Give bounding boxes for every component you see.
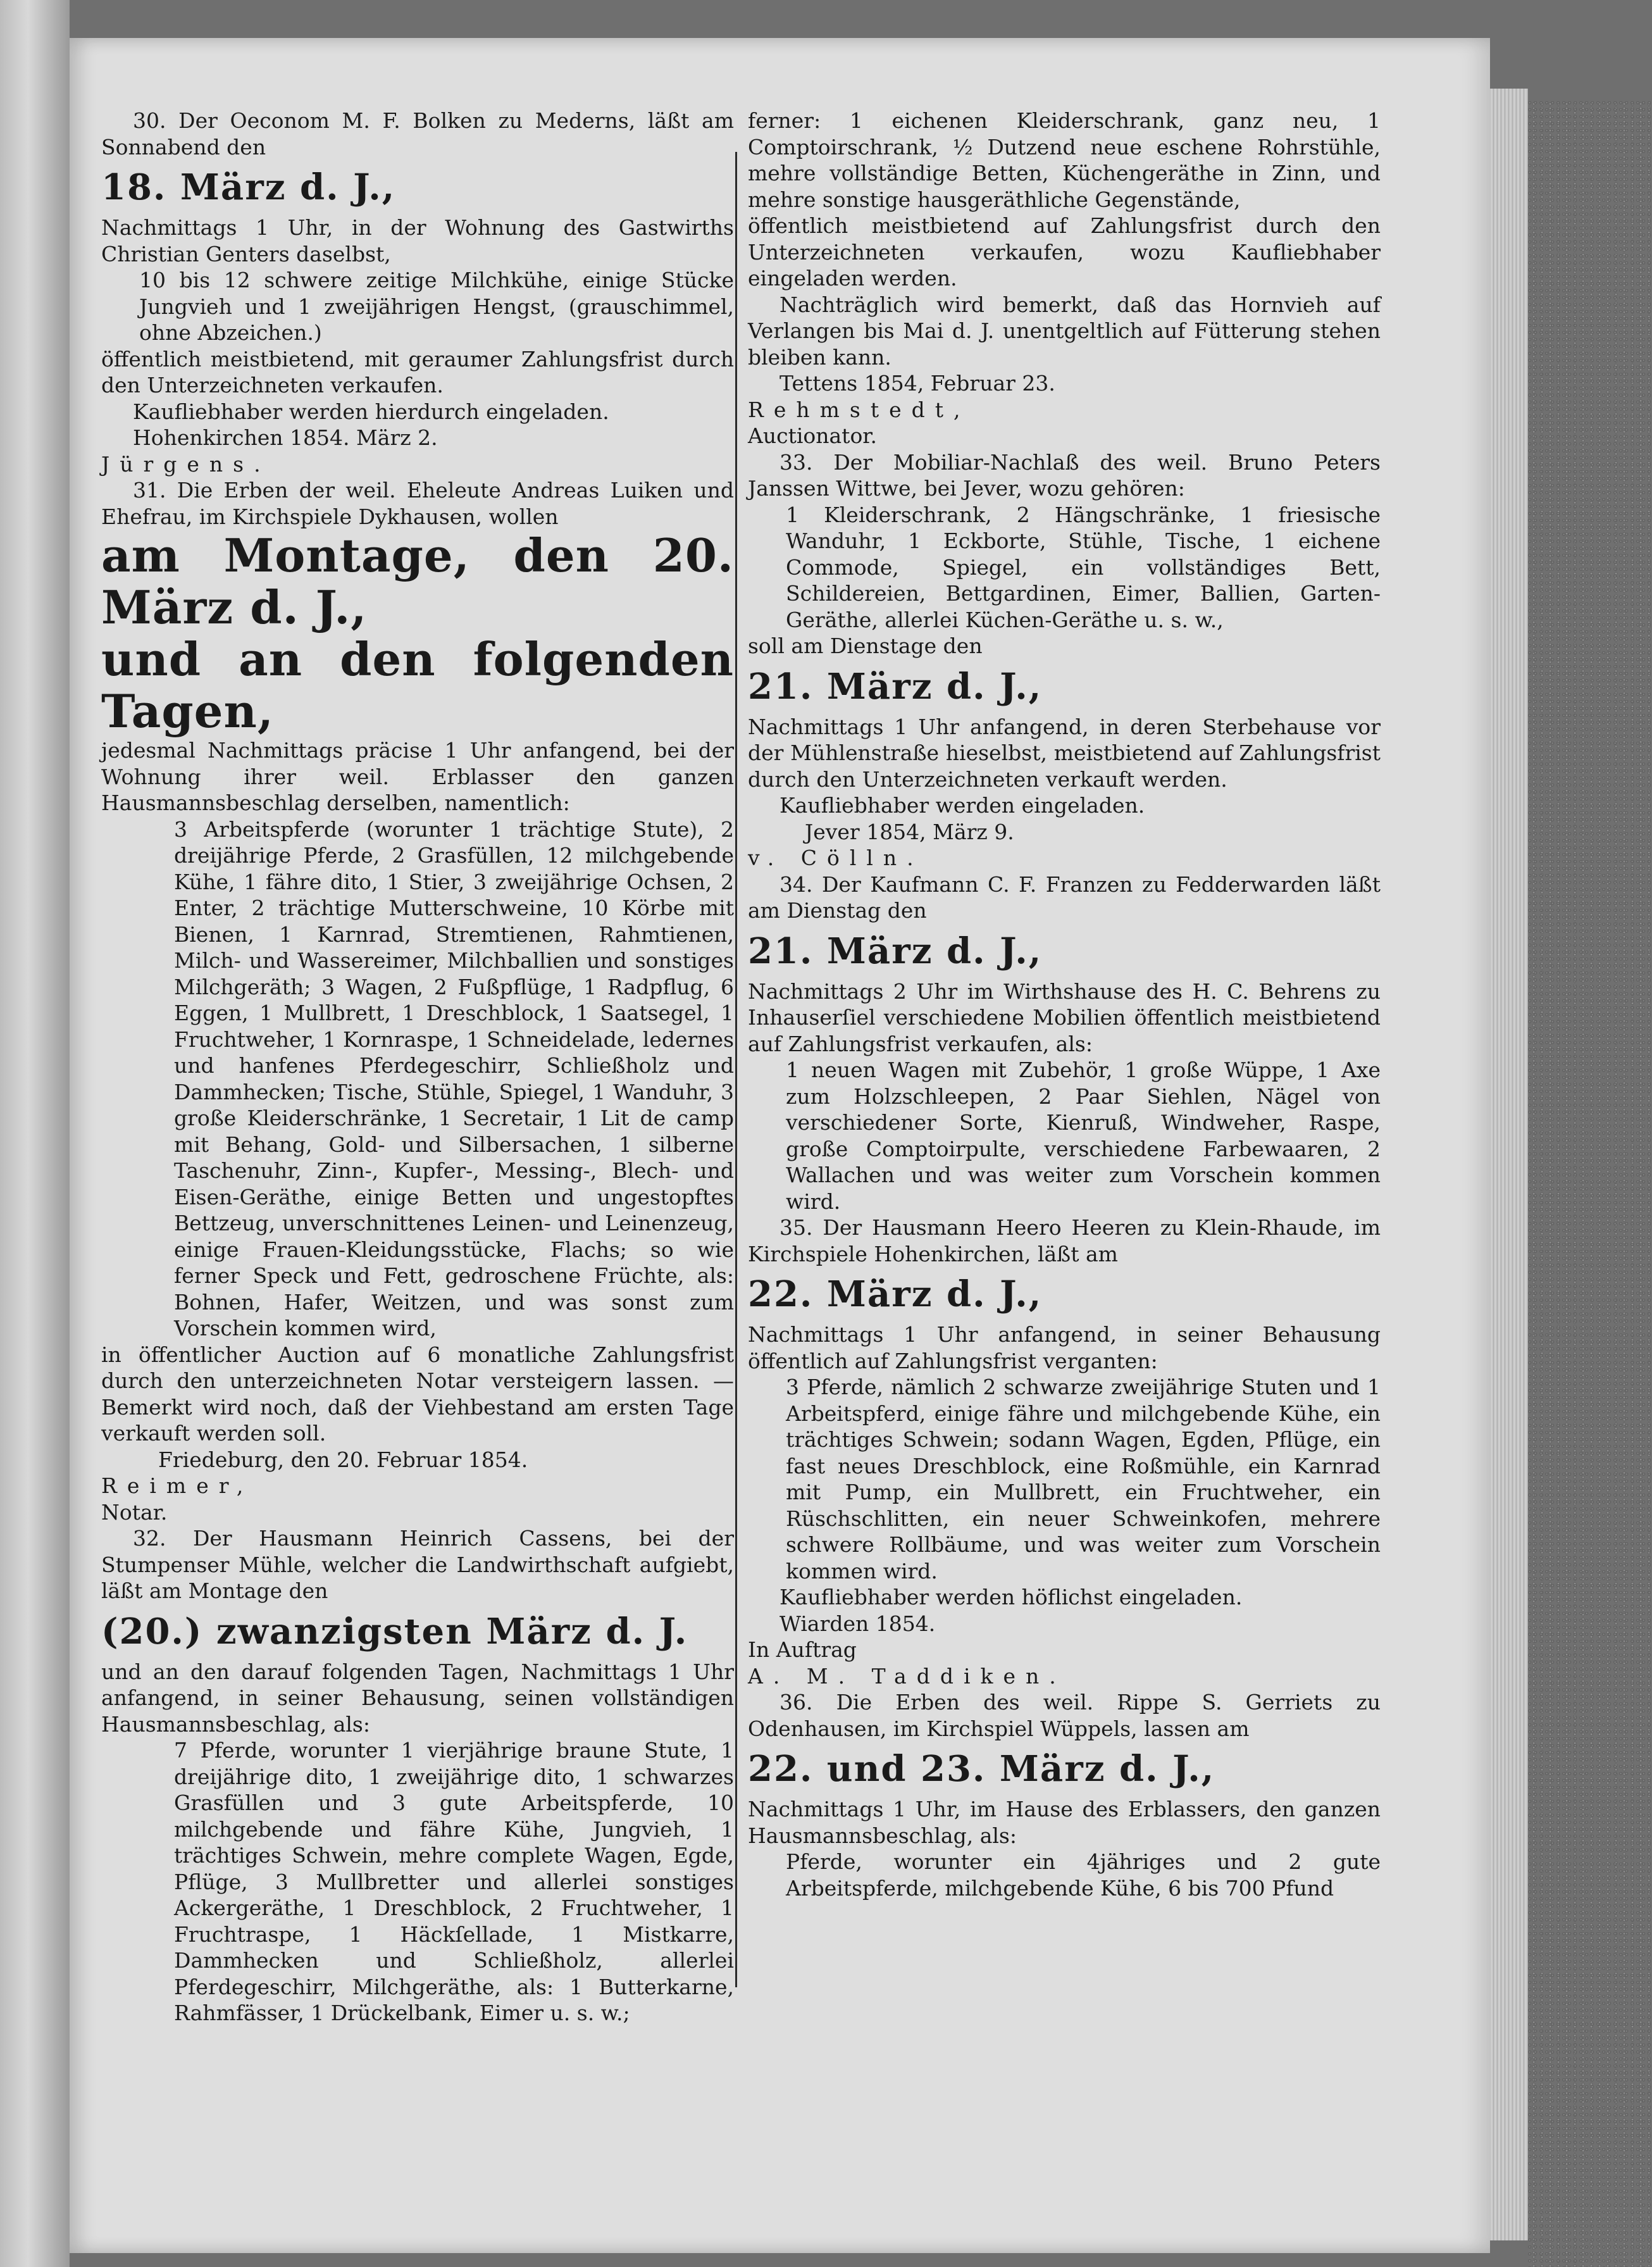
notice-33-invite: Kaufliebhaber werden eingeladen. [779,793,1145,818]
facing-page-edge [0,0,70,2267]
notice-31-signature: Reimer, [101,1473,254,1498]
notice-36-items: Pferde, worunter ein 4jähriges und 2 gute Arbeitspferde, milchgebende Kühe, 6 bis 700 Pfund [786,1849,1381,1901]
notice-35-place: Wiarden 1854. [779,1611,936,1636]
notice-33-time: Nachmittags 1 Uhr anfangend, in deren Sterbehause vor der Mühlenstraße hieselbst, meistbietend auf Zahlungsfrist durch den Unterzeichneten verkauft werden. [748,714,1381,792]
notice-32-place: Tettens 1854, Februar 23. [779,371,1055,396]
notice-30-date: 18. März d. J., [101,166,396,208]
notice-30-invite: Kaufliebhaber werden hierdurch eingeladen. [133,399,609,424]
notice-35-commission: In Auftrag [748,1637,857,1662]
notice-31-date-line2: und an den folgenden Tagen, [101,632,734,738]
notice-35-date: 22. März d. J., [748,1273,1043,1315]
notice-31-terms: in öffentlicher Auction auf 6 monatliche Zahlungsfrist durch den unterzeichneten Notar versteigern lassen. — Bemerkt wird noch, daß der Viehbestand am ersten Tage verkauft werden soll. [101,1342,734,1446]
notice-31-intro: 31. Die Erben der weil. Eheleute Andreas Luiken und Ehefrau, im Kirchspiele Dykhausen, wollen [101,478,734,529]
notice-32-intro: 32. Der Hausmann Heinrich Cassens, bei der Stumpenser Mühle, welcher die Landwirthschaft aufgiebt, läßt am Montage den [101,1526,734,1603]
notice-30-place: Hohenkirchen 1854. März 2. [133,425,438,450]
notice-32-signature: Rehmstedt, [748,397,971,422]
notice-34-items: 1 neuen Wagen mit Zubehör, 1 große Wüppe, 1 Axe zum Holzschleepen, 2 Paar Siehlen, Nägel von verschiedener Sorte, Kienruß, Windweher, Raspe, große Comptoirpulte, verschiedene Farbewaaren, 2 Wallachen und was weiter zum Vorschein kommen wird. [786,1058,1381,1214]
notice-35-items: 3 Pferde, nämlich 2 schwarze zweijährige Stuten und 1 Arbeitspferd, einige fähre und milchgebende Kühe, ein trächtiges Schwein; sodann Wagen, Egden, Pflüge, ein fast neues Dreschblock, eine Roßmühle, ein Karnrad mit Pump, ein Mullbrett, ein Fruchtweher, ein Rüschschlitten, ein neuer Schweinkofen, mehrere schwere Rollbäume, und was weiter zum Vorschein kommen wird. [786,1375,1381,1583]
notice-31-place: Friedeburg, den 20. Februar 1854. [158,1447,528,1472]
notice-33-when: soll am Dienstage den [748,634,983,658]
right-column [748,108,1381,1901]
notice-35-invite: Kaufliebhaber werden höflichst eingeladen. [779,1585,1243,1609]
page-stack-edge [1490,89,1528,2240]
notice-36-time: Nachmittags 1 Uhr, im Hause des Erblassers, den ganzen Hausmannsbeschlag, als: [748,1797,1381,1848]
notice-35-time: Nachmittags 1 Uhr anfangend, in seiner Behausung öffentlich auf Zahlungsfrist verganten: [748,1322,1381,1373]
notice-33-items: 1 Kleiderschrank, 2 Hängschränke, 1 friesische Wanduhr, 1 Eckborte, Stühle, Tische, 1 eichene Commode, Spiegel, ein vollständiges Bett, Schildereien, Bettgardinen, Eimer, Ballien, Garten-Geräthe, allerlei Küchen-Geräthe u. s. w., [786,502,1381,632]
notice-31-time: jedesmal Nachmittags präcise 1 Uhr anfangend, bei der Wohnung ihrer weil. Erblasser den ganzen Hausmannsbeschlag derselben, namentlich: [101,738,734,815]
column-divider [735,152,737,1987]
notice-32-note: Nachträglich wird bemerkt, daß das Hornvieh auf Verlangen bis Mai d. J. unentgeltlich auf Fütterung stehen bleiben kann. [748,292,1381,370]
notice-30-terms: öffentlich meistbietend, mit geraumer Zahlungsfrist durch den Unterzeichneten verkaufen. [101,346,734,397]
notice-34-intro: 34. Der Kaufmann C. F. Franzen zu Fedderwarden läßt am Dienstag den [748,871,1381,923]
notice-30-time: Nachmittags 1 Uhr, in der Wohnung des Gastwirths Christian Genters daselbst, [101,215,734,266]
notice-33-date: 21. März d. J., [748,665,1043,708]
notice-30-signature: Jürgens. [101,451,271,477]
notice-30-items: 10 bis 12 schwere zeitige Milchkühe, einige Stücke Jungvieh und 1 zweijährigen Hengst, (grauschimmel, ohne Abzeichen.) [139,268,734,345]
notice-32-continued: ferner: 1 eichenen Kleiderschrank, ganz neu, 1 Comptoirschrank, ½ Dutzend neue eschene Rohrstühle, mehre vollständige Betten, Küchengeräthe in Zinn, und mehre sonstige hausgeräthliche Gegenstände, [748,108,1381,212]
notice-36-intro: 36. Die Erben des weil. Rippe S. Gerriets zu Odenhausen, im Kirchspiel Wüppels, lassen am [748,1690,1381,1741]
notice-31-items: 3 Arbeitspferde (worunter 1 trächtige Stute), 2 dreijährige Pferde, 2 Grasfüllen, 12 milchgebende Kühe, 1 fähre dito, 1 Stier, 3 zweijährige Ochsen, 2 Enter, 2 trächtige Mutterschweine, 10 Körbe mit Bienen, 1 Karnrad, Stremtienen, Rahmtienen, Milch- und Wassereimer, Milchballien und sonstiges Milchgeräth; 3 Wagen, 2 Fußpflüge, 1 Radpflug, 6 Eggen, 1 Mullbrett, 1 Dreschblock, 1 Saatsegel, 1 Fruchtweher, 1 Kornraspe, 1 Schneidelade, ledernes und hanfenes Pferdegeschirr, Schließholz und Dammhecken; Tische, Stühle, Spiegel, 1 Wanduhr, 3 große Kleiderschränke, 1 Secretair, 1 Lit de camp mit Behang, Gold- und Silbersachen, 1 silberne Taschenuhr, Zinn-, Kupfer-, Messing-, Blech- und Eisen-Geräthe, einige Betten und ungestopftes Bettzeug, unverschnittenes Leinen- und Leinenzeug, einige Frauen-Kleidungsstücke, Flachs; so wie ferner Speck und Fett, gedroschene Früchte, als: Bohnen, Hafer, Weitzen, und was sonst zum Vorschein kommen wird, [174,816,734,1340]
notice-33-signature: v. Cölln. [748,846,924,870]
notice-36-date: 22. und 23. März d. J., [748,1748,1215,1790]
notice-33-intro: 33. Der Mobiliar-Nachlaß des weil. Bruno Peters Janssen Wittwe, bei Jever, wozu gehören: [748,449,1381,501]
notice-32-title: Auctionator. [748,423,877,448]
notice-34-time: Nachmittags 2 Uhr im Wirthshause des H. C. Behrens zu Inhauserſiel verschiedene Mobilien öffentlich meistbietend auf Zahlungsfrist verkaufen, als: [748,978,1381,1056]
notice-32-time: und an den darauf folgenden Tagen, Nachmittags 1 Uhr anfangend, in seiner Behausung, seinen vollständigen Hausmannsbeschlag, als: [101,1659,734,1737]
notice-33-place: Jever 1854, März 9. [805,819,1014,844]
notice-35-signature: A. M. Taddiken. [748,1663,1066,1689]
book-cover [1528,101,1652,2267]
notice-32-date: (20.) zwanzigsten März d. J. [101,1610,688,1652]
notice-34-date: 21. März d. J., [748,930,1043,972]
notice-30-intro: 30. Der Oeconom M. F. Bolken zu Mederns, läßt am Sonnabend den [101,108,734,159]
notice-32-items: 7 Pferde, worunter 1 vierjährige braune Stute, 1 dreijährige dito, 1 zweijährige dito, 1 schwarzes Grasfüllen und 3 gute Arbeitspferde, 10 milchgebende und fähre Kühe, Jungvieh, 1 trächtiges Schwein, mehre complete Wagen, Egde, Pflüge, 3 Mullbretter und allerlei sonstiges Ackergeräthe, 1 Dreschblock, 2 Fruchtweher, 1 Fruchtraspe, 1 Häckſellade, 1 Mistkarre, Dammhecken und Schließholz, allerlei Pferdegeschirr, Milchgeräthe, als: 1 Butterkarne, Rahmfässer, 1 Drückelbank, Eimer u. s. w.; [174,1738,734,2025]
left-column [101,108,734,2027]
notice-32-terms: öffentlich meistbietend auf Zahlungsfrist durch den Unterzeichneten verkaufen, wozu Kaufliebhaber eingeladen werden. [748,213,1381,290]
notice-31-date-line1: am Montage, den 20. März d. J., [101,528,734,634]
notice-35-intro: 35. Der Hausmann Heero Heeren zu Klein-Rhaude, im Kirchspiele Hohenkirchen, läßt am [748,1215,1381,1266]
notice-31-title: Notar. [101,1499,168,1525]
